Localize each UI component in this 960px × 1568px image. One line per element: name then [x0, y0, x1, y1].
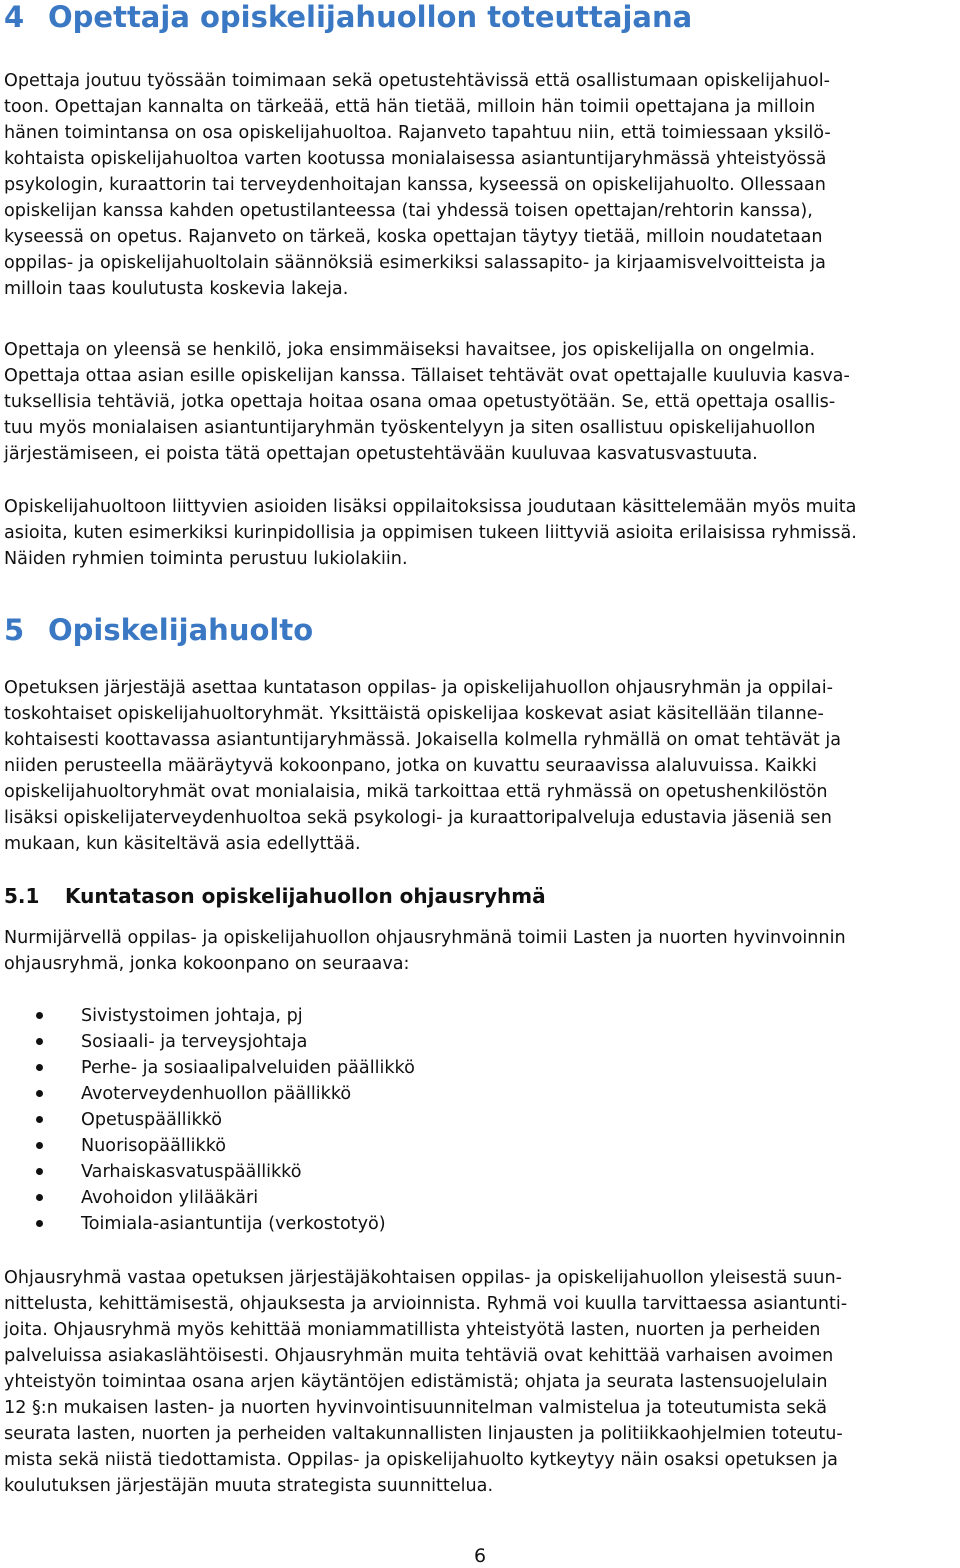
text-line: nittelusta, kehittämisestä, ohjauksesta ja arvioinnista. Ryhmä voi kuulla tarvittaessa asiantunti-: [4, 1294, 848, 1314]
section-5-paragraph-1: [4, 675, 960, 857]
bullet-icon: [36, 1142, 43, 1149]
text-line: koulutuksen järjestäjän muuta strategista suunnittelua.: [4, 1476, 494, 1496]
section-4-paragraph-2: [4, 337, 960, 467]
text-line: tuksellisia tehtäviä, jotka opettaja hoitaa osana omaa opetustyötään. Se, että opettaja osallis-: [4, 392, 836, 412]
text-line: Opettaja joutuu työssään toimimaan sekä opetustehtävissä että osallistumaan opiskelijahuol-: [4, 71, 830, 91]
text-line: Opiskelijahuoltoon liittyvien asioiden lisäksi oppilaitoksissa joudutaan käsittelemään myös muita: [4, 497, 857, 517]
text-line: yhteistyön toimintaa osana arjen käytäntöjen edistämistä; ohjata ja seurata lastensuojelulain: [4, 1372, 828, 1392]
text-line: oppilas- ja opiskelijahuoltolain säännöksiä esimerkiksi salassapito- ja kirjaamisvelvoitteista ja: [4, 253, 826, 273]
text-line: Opettaja on yleensä se henkilö, joka ensimmäiseksi havaitsee, jos opiskelijalla on ongelmia.: [4, 340, 816, 360]
text-line: Näiden ryhmien toiminta perustuu lukiolakiin.: [4, 549, 408, 569]
section-5-1-intro: [4, 925, 960, 977]
text-line: 12 §:n mukaisen lasten- ja nuorten hyvinvointisuunnitelman valmistelua ja toteutumista sekä: [4, 1398, 828, 1418]
text-line: kyseessä on opetus. Rajanveto on tärkeä, koska opettajan täytyy tietää, milloin noudatetaan: [4, 227, 823, 247]
text-line: mukaan, kun käsiteltävä asia edellyttää.: [4, 834, 361, 854]
text-line: tuu myös monialaisen asiantuntijaryhmän työskentelyyn ja siten osallistuu opiskelijahuollon: [4, 418, 816, 438]
text-line: asioita, kuten esimerkiksi kurinpidollisia ja oppimisen tukeen liittyviä asioita erilaisissa ryhmissä.: [4, 523, 857, 543]
text-line: palveluissa asiakaslähtöisesti. Ohjausryhmän muita tehtäviä ovat kehittää varhaisen avoimen: [4, 1346, 834, 1366]
text-line: mista sekä niistä tiedottamista. Oppilas- ja opiskelijahuolto kytkeytyy näin osaksi opetuksen ja: [4, 1450, 838, 1470]
section-5-number: 5: [4, 613, 25, 647]
text-line: Ohjausryhmä vastaa opetuksen järjestäjäkohtaisen oppilas- ja opiskelijahuollon yleisestä suun-: [4, 1268, 842, 1288]
list-item-text: Avoterveydenhuollon päällikkö: [81, 1084, 352, 1104]
list-item-text: Opetuspäällikkö: [81, 1110, 222, 1130]
text-line: järjestämiseen, ei poista tätä opettajan opetustehtävään kuuluvaa kasvatusvastuuta.: [4, 444, 758, 464]
text-line: kohtaista opiskelijahuoltoa varten kootussa monialaisessa asiantuntijaryhmässä yhteistyössä: [4, 149, 827, 169]
section-4-heading: [4, 0, 692, 34]
text-line: kohtaisesti koottavassa asiantuntijaryhmässä. Jokaisella kolmella ryhmällä on omat tehtävät ja: [4, 730, 842, 750]
bullet-icon: [36, 1090, 43, 1097]
text-line: niiden perusteella määräytyvä kokoonpano, jotka on kuvattu seuraavissa alaluvuissa. Kaikki: [4, 756, 817, 776]
text-line: opiskelijahuoltoryhmät ovat monialaisia, mikä tarkoittaa että ryhmässä on opetushenkilöstön: [4, 782, 828, 802]
list-item-text: Toimiala-asiantuntija (verkostotyö): [81, 1214, 386, 1234]
bullet-icon: [36, 1012, 43, 1019]
list-item-text: Avohoidon ylilääkäri: [81, 1188, 259, 1208]
text-line: Opettaja ottaa asian esille opiskelijan kanssa. Tällaiset tehtävät ovat opettajalle kuuluvia kasva-: [4, 366, 850, 386]
list-item-text: Sosiaali- ja terveysjohtaja: [81, 1032, 308, 1052]
text-line: toon. Opettajan kannalta on tärkeää, että hän tietää, milloin hän toimii opettajana ja milloin: [4, 97, 816, 117]
list-item-text: Perhe- ja sosiaalipalveluiden päällikkö: [81, 1058, 415, 1078]
bullet-icon: [36, 1116, 43, 1123]
text-line: Nurmijärvellä oppilas- ja opiskelijahuollon ohjausryhmänä toimii Lasten ja nuorten hyvinvoinnin: [4, 928, 846, 948]
list-item-text: Nuorisopäällikkö: [81, 1136, 227, 1156]
text-line: toskohtaiset opiskelijahuoltoryhmät. Yksittäistä opiskelijaa koskevat asiat käsitellään tilanne-: [4, 704, 824, 724]
bullet-icon: [36, 1220, 43, 1227]
page-number: 6: [473, 1545, 487, 1567]
section-5-1-title: Kuntatason opiskelijahuollon ohjausryhmä: [65, 884, 546, 908]
section-5-1-number: 5.1: [4, 884, 40, 908]
section-5-title: Opiskelijahuolto: [48, 613, 314, 647]
section-4-title: Opettaja opiskelijahuollon toteuttajana: [48, 0, 693, 34]
text-line: ohjausryhmä, jonka kokoonpano on seuraava:: [4, 954, 410, 974]
section-5-1-closing-paragraph: [4, 1265, 960, 1499]
text-line: milloin taas koulutusta koskevia lakeja.: [4, 279, 349, 299]
section-4-paragraph-3: [4, 494, 960, 572]
bullet-icon: [36, 1194, 43, 1201]
list-item-text: Varhaiskasvatuspäällikkö: [81, 1162, 302, 1182]
section-5-1-heading: [4, 883, 546, 909]
text-line: Opetuksen järjestäjä asettaa kuntatason oppilas- ja opiskelijahuollon ohjausryhmän ja oppilai-: [4, 678, 833, 698]
bullet-icon: [36, 1064, 43, 1071]
bullet-icon: [36, 1168, 43, 1175]
section-4-paragraph-1: [4, 68, 960, 302]
text-line: lisäksi opiskelijaterveydenhuoltoa sekä psykologi- ja kuraattoripalveluja edustavia jäseniä sen: [4, 808, 832, 828]
text-line: joita. Ohjausryhmä myös kehittää moniammatillista yhteistyötä lasten, nuorten ja perheiden: [4, 1320, 821, 1340]
text-line: opiskelijan kanssa kahden opetustilanteessa (tai yhdessä toisen opettajan/rehtorin kanssa),: [4, 201, 813, 221]
section-4-number: 4: [4, 0, 25, 34]
bullet-icon: [36, 1038, 43, 1045]
text-line: hänen toimintansa on osa opiskelijahuoltoa. Rajanveto tapahtuu niin, että toimiessaan yksilö-: [4, 123, 831, 143]
text-line: psykologin, kuraattorin tai terveydenhoitajan kanssa, kyseessä on opiskelijahuolto. Ollessaan: [4, 175, 826, 195]
list-item-text: Sivistystoimen johtaja, pj: [81, 1006, 303, 1026]
text-line: seurata lasten, nuorten ja perheiden valtakunnallisten linjausten ja politiikkaohjelmien toteutu-: [4, 1424, 843, 1444]
section-5-heading: [4, 613, 313, 647]
